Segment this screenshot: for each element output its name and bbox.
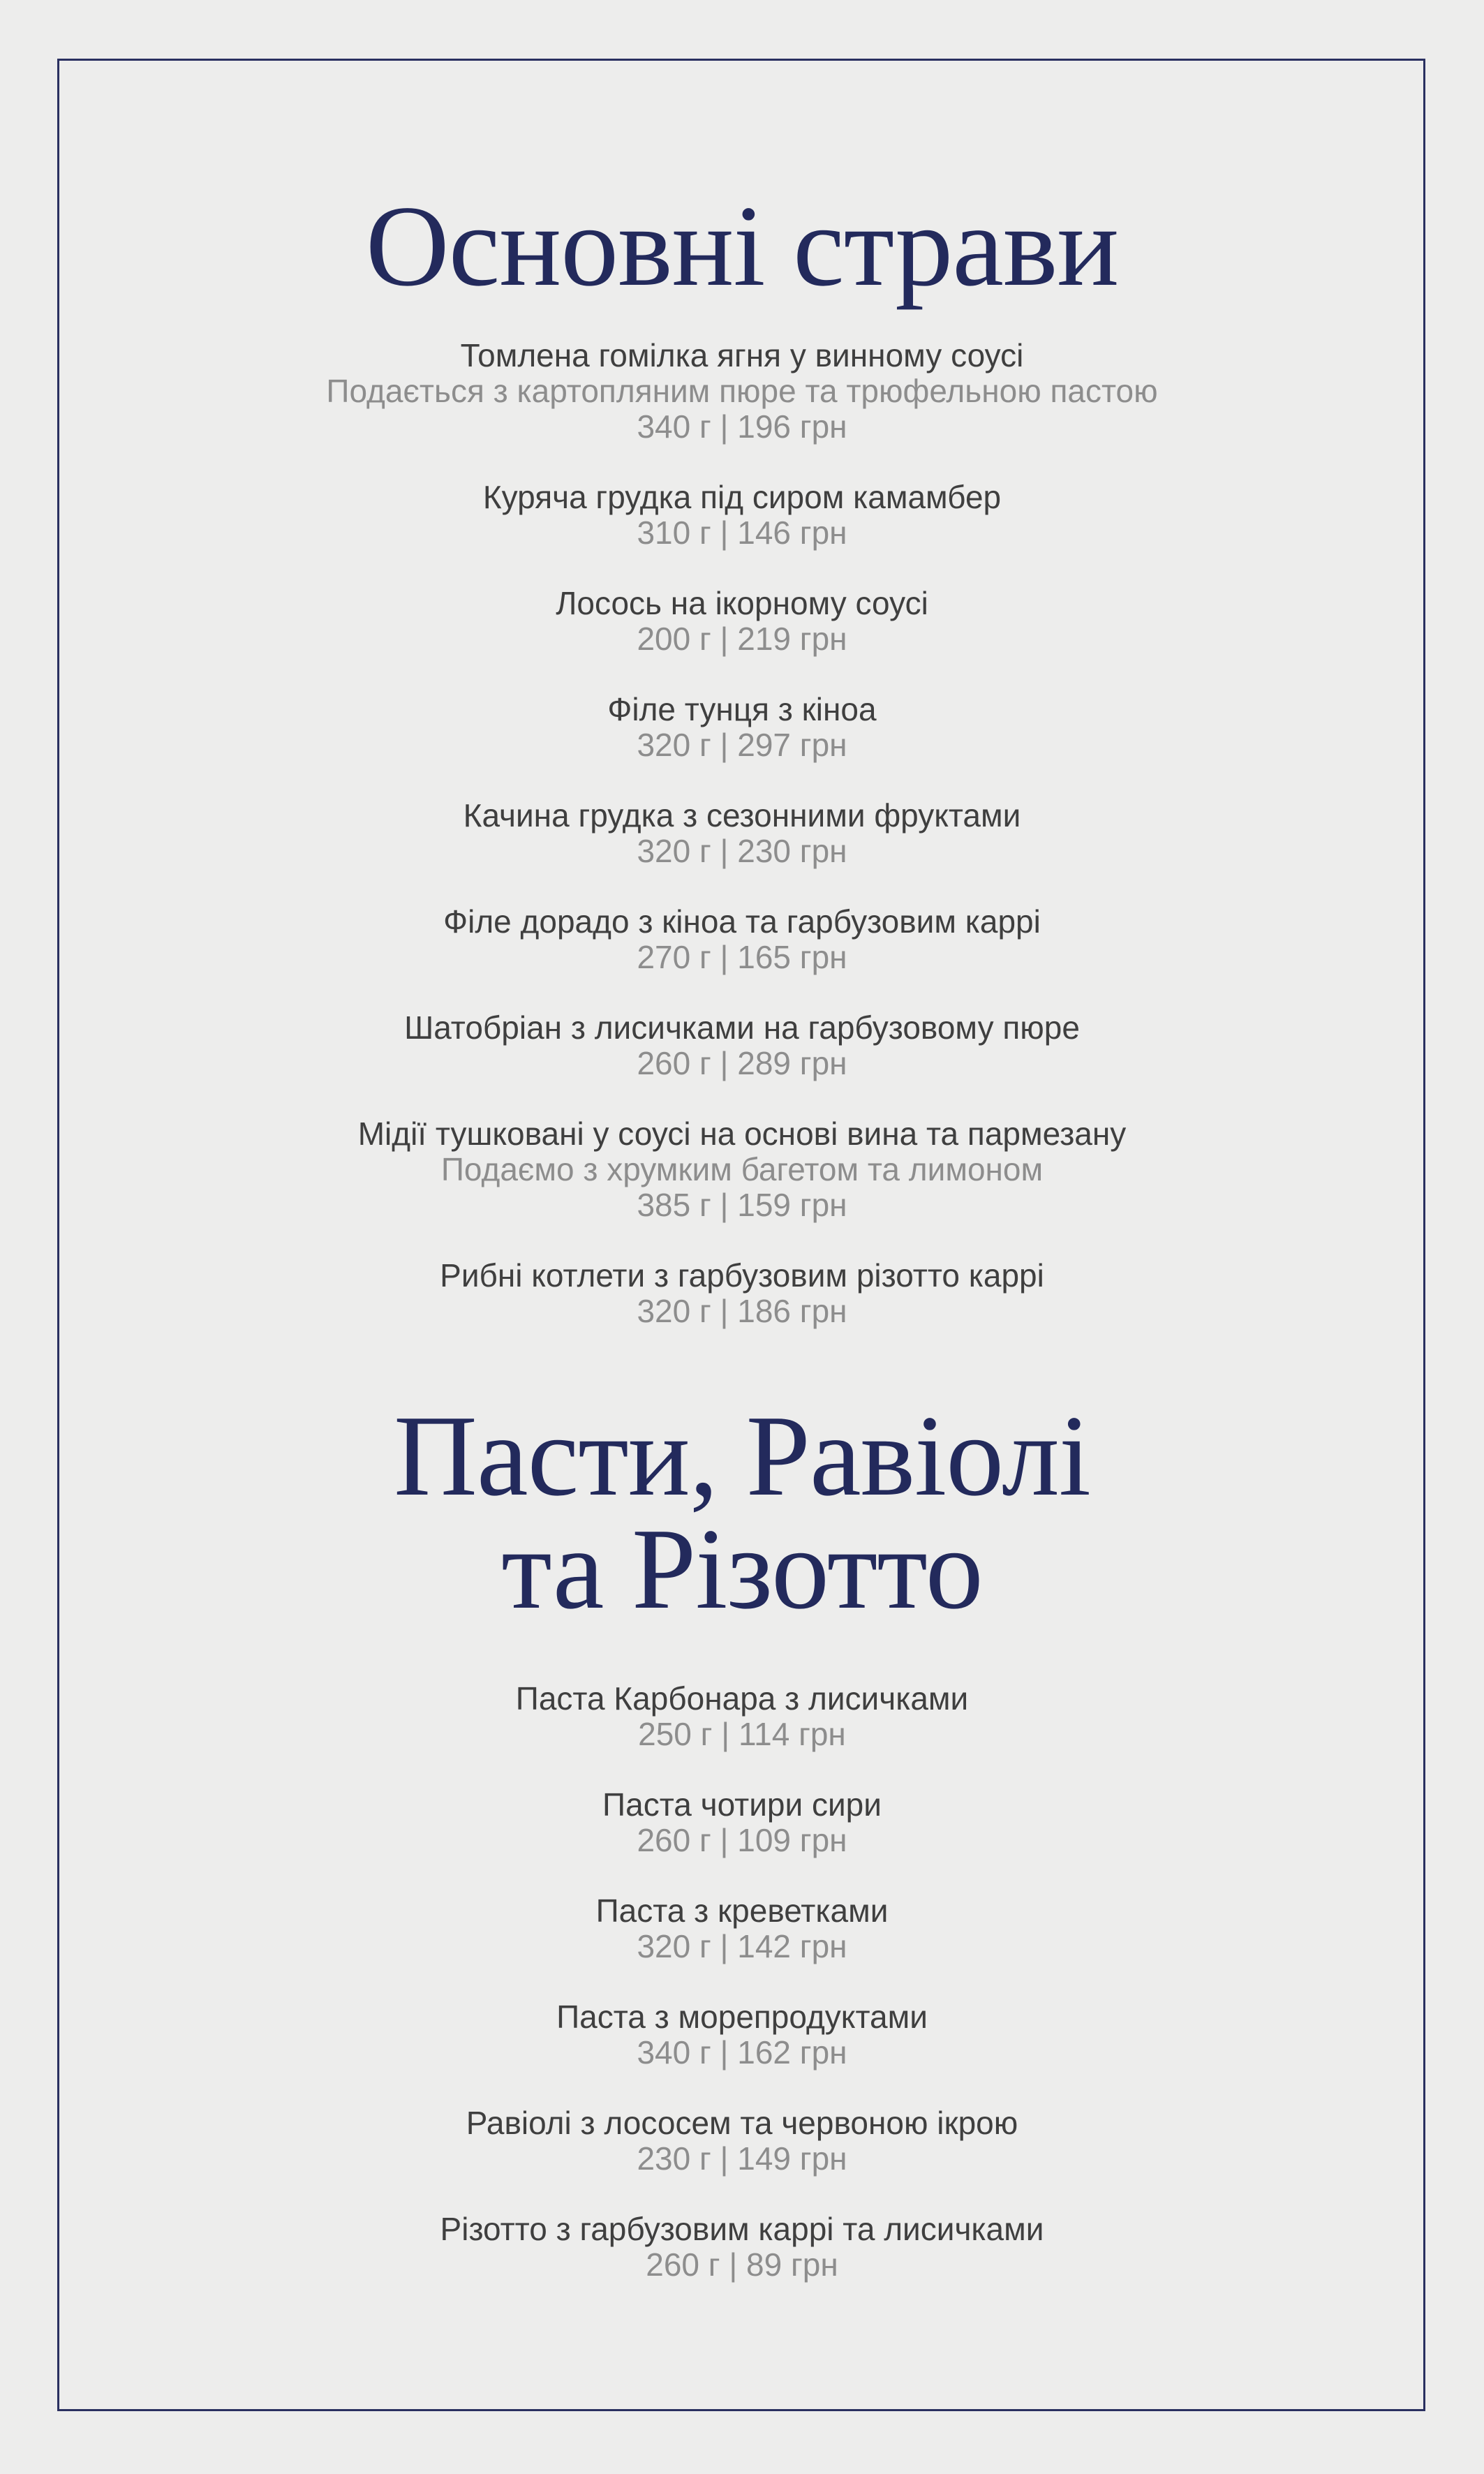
menu-item-name: Філе дорадо з кіноа та гарбузовим каррі [443,903,1041,940]
menu-item-name: Мідії тушковані у соусі на основі вина та пармезану [357,1116,1127,1152]
menu-item [0,1787,1484,1858]
menu-item-name: Куряча грудка під сиром камамбер [482,479,1002,515]
menu-item [0,692,1484,763]
menu-item [0,2212,1484,2283]
menu-item-weight-price: 320 г | 142 грн [637,1928,847,1964]
menu-item-name: Паста з креветками [595,1892,889,1929]
menu-item-weight-price: 260 г | 109 грн [637,1822,847,1858]
menu-item [0,586,1484,657]
menu-item [0,1681,1484,1752]
section-title-pasta-ravioli-risotto [0,1391,1484,1633]
menu-item [0,1893,1484,1964]
menu-item-weight-price: 320 г | 186 грн [637,1293,847,1329]
menu-item-name: Качина грудка з сезонними фруктами [463,797,1021,834]
menu-item-weight-price: 340 г | 196 грн [637,408,847,445]
menu-item-weight-price: 310 г | 146 грн [637,514,847,551]
menu-item-weight-price: 230 г | 149 грн [637,2140,847,2177]
menu-item-weight-price: 200 г | 219 грн [637,621,847,657]
menu-item-name: Філе тунця з кіноа [607,691,877,727]
menu-item [0,1258,1484,1329]
section-title-main-courses: Основні страви [365,182,1119,310]
menu-item-weight-price: 260 г | 89 грн [646,2246,838,2283]
menu-item-weight-price: 270 г | 165 грн [637,939,847,975]
menu-item [0,480,1484,551]
menu-item-name: Лосось на ікорному соусі [556,585,928,621]
menu-item-name: Різотто з гарбузовим каррі та лисичками [440,2211,1044,2247]
menu-item-name: Шатобріан з лисичками на гарбузовому пюре [404,1009,1080,1046]
menu-item [0,1116,1484,1223]
menu-item [0,798,1484,869]
menu-item-description: Подається з картопляним пюре та трюфельною пастою [326,373,1158,409]
menu-item-name: Рибні котлети з гарбузовим різотто каррі [440,1257,1044,1294]
menu-item-weight-price: 340 г | 162 грн [637,2034,847,2071]
menu-item-weight-price: 385 г | 159 грн [637,1187,847,1223]
menu-item-name: Паста з морепродуктами [556,1999,928,2035]
pasta-list [0,1681,1484,2318]
section-title-line: Пасти, Равіолі [394,1391,1090,1520]
menu-item-weight-price: 320 г | 297 грн [637,727,847,763]
menu-item [0,1010,1484,1081]
menu-item-name: Паста чотири сири [602,1786,882,1823]
main-courses-list [0,338,1484,1364]
section-title-line: та Різотто [501,1504,983,1633]
menu-item [0,904,1484,975]
menu-item-weight-price: 260 г | 289 грн [637,1045,847,1081]
menu-item [0,1999,1484,2071]
menu-item [0,2105,1484,2177]
menu-item [0,338,1484,445]
menu-item-name: Паста Карбонара з лисичками [515,1680,969,1717]
menu-item-weight-price: 250 г | 114 грн [638,1716,846,1752]
menu-item-name: Равіолі з лососем та червоною ікрою [466,2105,1018,2141]
menu-item-name: Томлена гомілка ягня у винному соусі [460,337,1024,373]
menu-item-weight-price: 320 г | 230 грн [637,833,847,869]
menu-item-description: Подаємо з хрумким багетом та лимоном [440,1151,1044,1187]
